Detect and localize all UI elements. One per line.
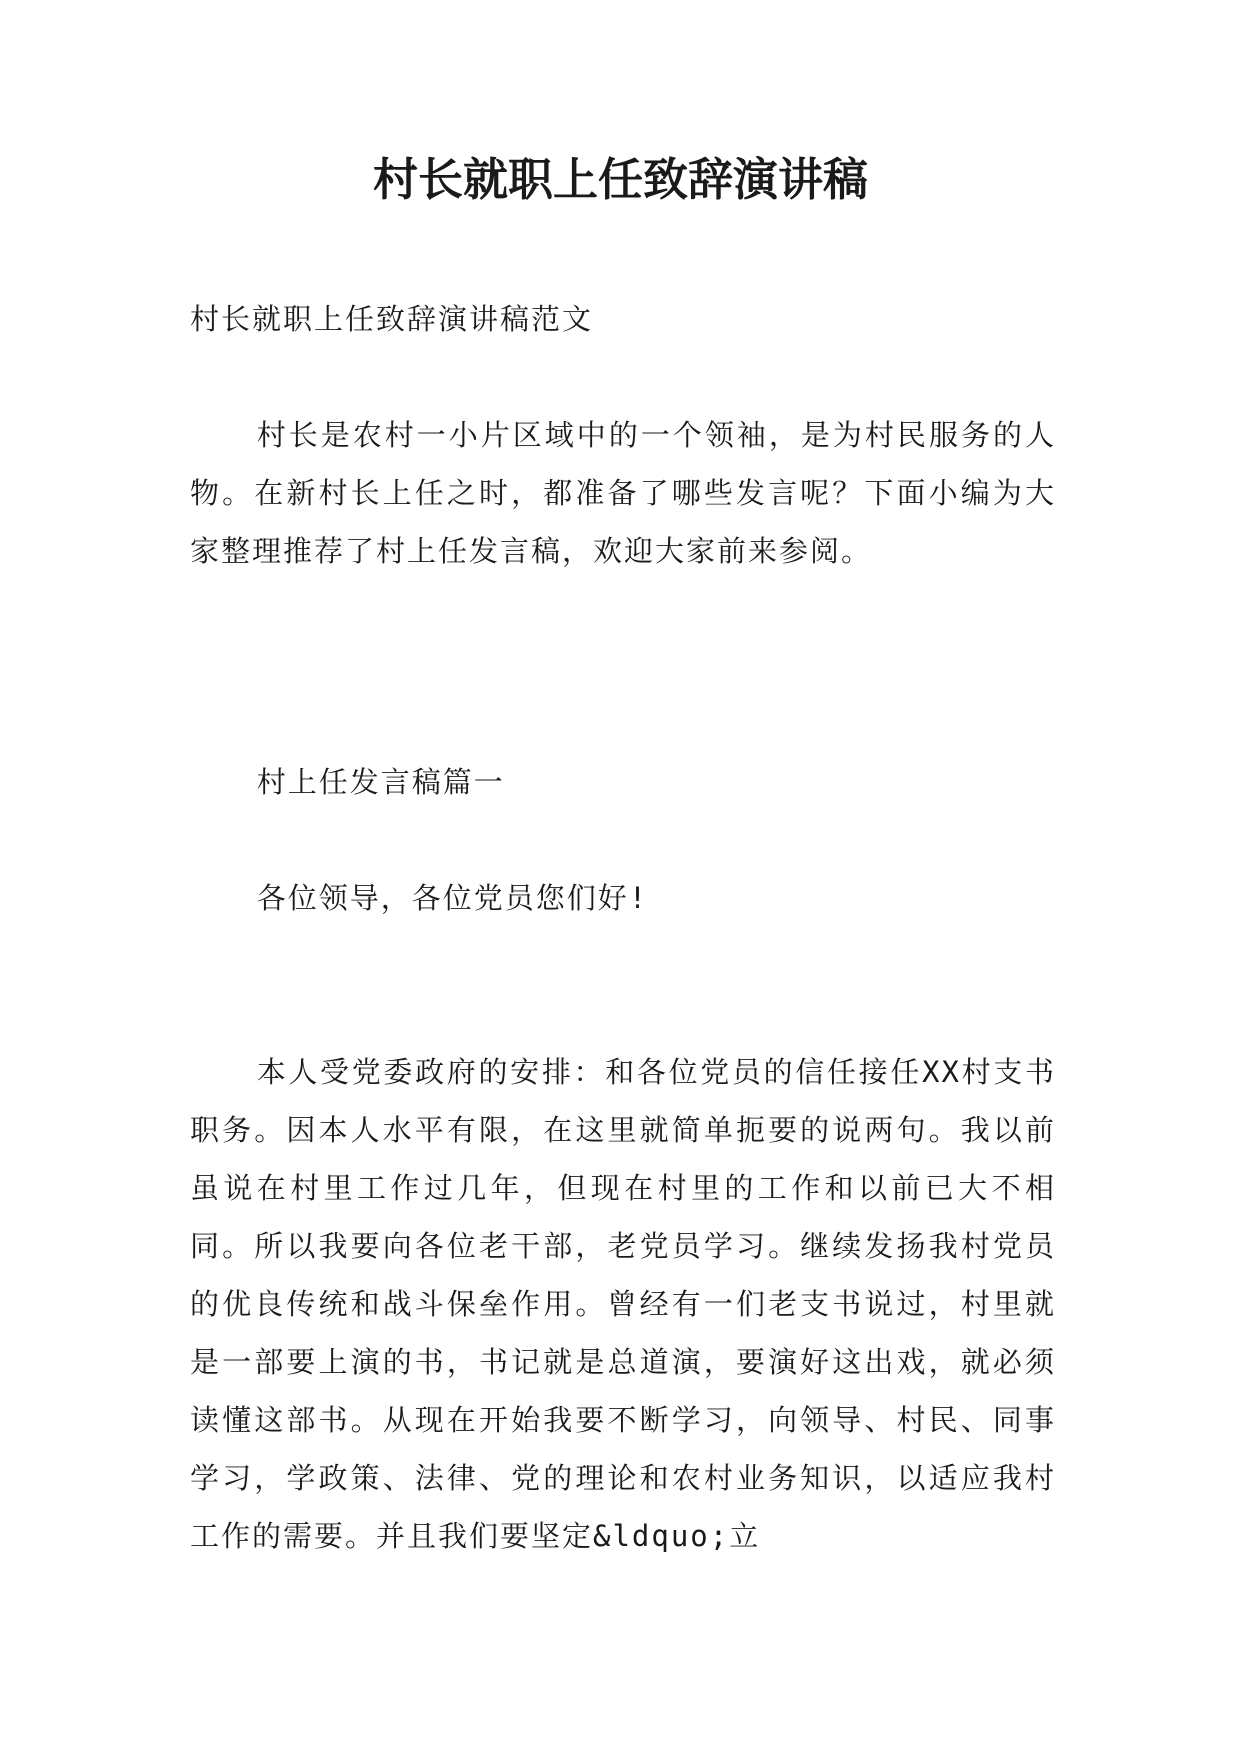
body-paragraph: 本人受党委政府的安排：和各位党员的信任接任XX村支书职务。因本人水平有限，在这里就简单扼要的说两句。我以前虽说在村里工作过几年，但现在村里的工作和以前已大不相同。所以我要向各位老干部，老党员学习。继续发扬我村党员的优良传统和战斗保垒作用。曾经有一们老支书说过，村里就是一部要上演的书，书记就是总道演，要演好这出戏，就必须读懂这部书。从现在开始我要不断学习，向领导、村民、同事学习，学政策、法律、党的理论和农村业务知识，以适应我村工作的需要。并且我们要坚定&ldquo;立 xyxy=(190,1055,1056,1553)
intro-paragraph: 村长是农村一小片区域中的一个领袖，是为村民服务的人物。在新村长上任之时，都准备了哪些发言呢？下面小编为大家整理推荐了村上任发言稿，欢迎大家前来参阅。 xyxy=(190,418,1056,568)
document-subtitle: 村长就职上任致辞演讲稿范文 xyxy=(190,302,594,336)
section-heading: 村上任发言稿篇一 xyxy=(256,765,505,799)
greeting-line: 各位领导，各位党员您们好! xyxy=(256,881,649,915)
document-title: 村长就职上任致辞演讲稿 xyxy=(372,153,868,206)
